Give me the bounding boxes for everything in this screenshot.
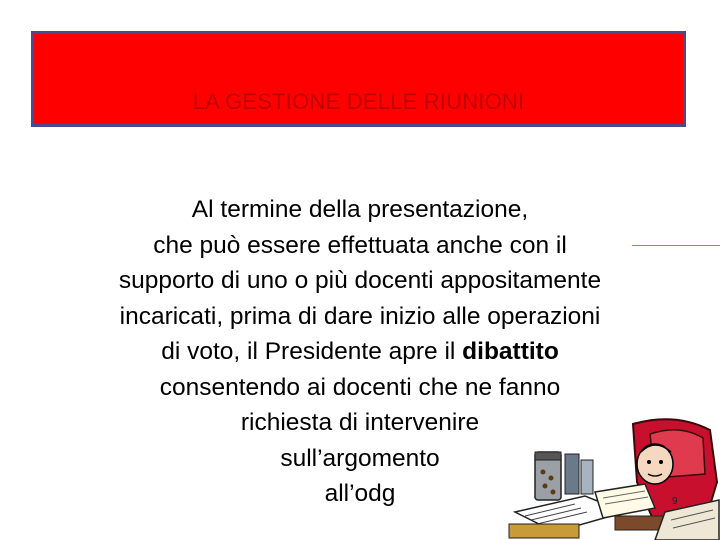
slide-title: LA GESTIONE DELLE RIUNIONI	[192, 89, 525, 114]
body-line-6: consentendo ai docenti che ne fanno	[159, 373, 561, 401]
body-line-9: all’odg	[324, 480, 396, 507]
page-number: 9	[672, 496, 678, 507]
body-line-4: incaricati, prima di dare inizio alle operazioni	[119, 302, 601, 330]
body-line-5	[0, 334, 720, 370]
body-line-5-text: di voto, il Presidente apre il	[161, 338, 463, 365]
body-line-7: richiesta di intervenire	[240, 409, 480, 436]
body-line-1: Al termine della presentazione,	[191, 196, 529, 223]
body-line-2: che può essere effettuata anche con il	[153, 231, 567, 259]
title-banner	[31, 31, 686, 127]
body-line-5-bold: dibattito	[462, 338, 559, 365]
body-line-3: supporto di uno o più docenti appositamente	[118, 267, 602, 294]
body-line-8: sull’argomento	[280, 444, 440, 472]
cluttered-desk-clipart-icon	[505, 412, 720, 540]
